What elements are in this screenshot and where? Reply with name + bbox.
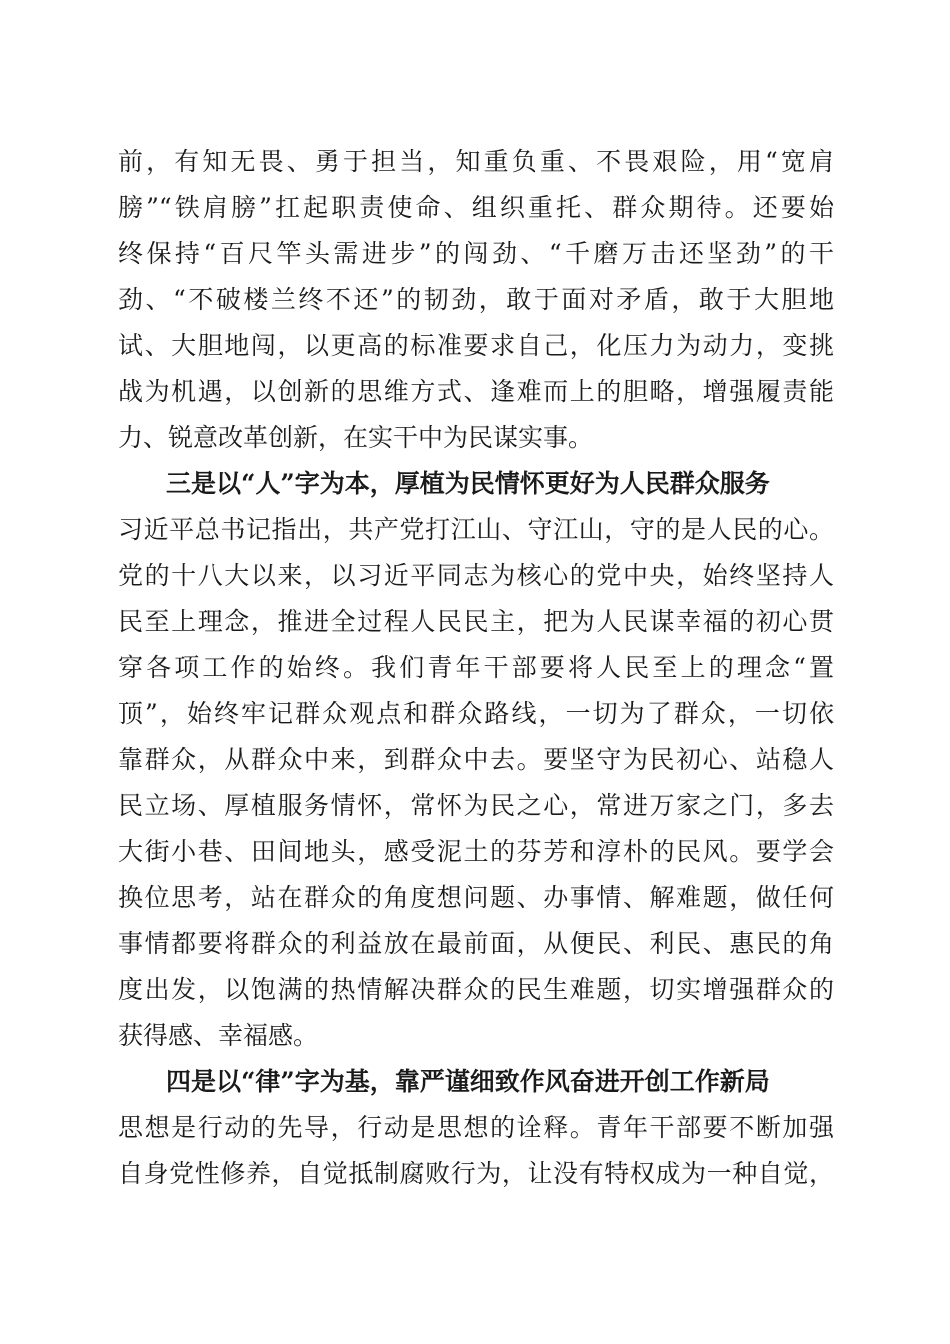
text-line: 大街小巷、田间地头，感受泥土的芬芳和淳朴的民风。要学会 — [118, 837, 834, 866]
text-line: 习近平总书记指出，共产党打江山、守江山，守的是人民的心。 — [118, 515, 834, 544]
text-line: 获得感、幸福感。 — [118, 1021, 319, 1050]
section-heading: 四是以“律”字为基，靠严谨细致作风奋进开创工作新局 — [166, 1067, 770, 1096]
text-line: 劲、“不破楼兰终不还”的韧劲，敢于面对矛盾，敢于大胆地 — [118, 285, 834, 314]
text-line: 自身党性修养，自觉抵制腐败行为，让没有特权成为一种自觉， — [118, 1159, 834, 1188]
text-line: 力、锐意改革创新，在实干中为民谋实事。 — [118, 423, 594, 452]
text-line: 事情都要将群众的利益放在最前面，从便民、利民、惠民的角 — [118, 929, 834, 958]
text-line: 思想是行动的先导，行动是思想的诠释。青年干部要不断加强 — [118, 1113, 834, 1142]
text-line: 试、大胆地闯，以更高的标准要求自己，化压力为动力，变挑 — [118, 331, 834, 360]
text-line: 战为机遇，以创新的思维方式、逢难而上的胆略，增强履责能 — [118, 377, 834, 406]
text-line: 靠群众，从群众中来，到群众中去。要坚守为民初心、站稳人 — [118, 745, 834, 774]
text-line: 膀”“铁肩膀”扛起职责使命、组织重托、群众期待。还要始 — [118, 193, 834, 222]
text-line: 民至上理念，推进全过程人民民主，把为人民谋幸福的初心贯 — [118, 607, 834, 636]
section-heading: 三是以“人”字为本，厚植为民情怀更好为人民群众服务 — [166, 469, 770, 498]
text-line: 民立场、厚植服务情怀，常怀为民之心，常进万家之门，多去 — [118, 791, 834, 820]
text-line: 顶”，始终牢记群众观点和群众路线，一切为了群众，一切依 — [118, 699, 834, 728]
text-line: 前，有知无畏、勇于担当，知重负重、不畏艰险，用“宽肩 — [118, 147, 834, 176]
text-line: 度出发，以饱满的热情解决群众的民生难题，切实增强群众的 — [118, 975, 834, 1004]
text-line: 换位思考，站在群众的角度想问题、办事情、解难题，做任何 — [118, 883, 834, 912]
text-line: 穿各项工作的始终。我们青年干部要将人民至上的理念“置 — [118, 653, 834, 682]
text-line: 党的十八大以来，以习近平同志为核心的党中央，始终坚持人 — [118, 561, 834, 590]
text-line: 终保持“百尺竿头需进步”的闯劲、“千磨万击还坚劲”的干 — [118, 239, 834, 268]
